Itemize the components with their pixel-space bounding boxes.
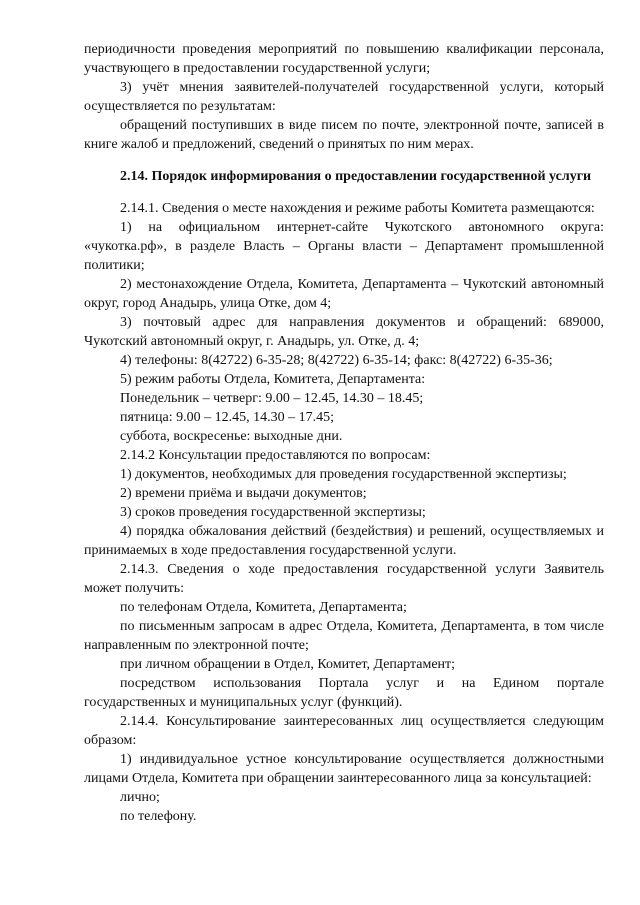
paragraph: 2) времени приёма и выдачи документов; [120, 486, 367, 501]
section-heading: 2.14. Порядок информирования о предоставлении государственной услуги [120, 169, 592, 184]
paragraph: обращений поступивших в виде писем по почте, электронной почте, записей в книге жалоб и предложений, сведений о принятых по ним мерах. [84, 118, 604, 152]
paragraph: лично; [120, 790, 160, 805]
paragraph: 1) документов, необходимых для проведения государственной экспертизы; [120, 467, 567, 482]
paragraph: по телефону. [120, 809, 197, 824]
paragraph: пятница: 9.00 – 12.45, 14.30 – 17.45; [120, 410, 335, 425]
paragraph: 2.14.1. Сведения о месте нахождения и режиме работы Комитета размещаются: [120, 201, 595, 216]
paragraph: 4) телефоны: 8(42722) 6-35-28; 8(42722) 6-35-14; факс: 8(42722) 6-35-36; [120, 353, 553, 368]
paragraph: 4) порядка обжалования действий (бездействия) и решений, осуществляемых и принимаемых в ходе предоставления государственной услуги. [84, 524, 604, 558]
paragraph: по телефонам Отдела, Комитета, Департамента; [120, 600, 407, 615]
paragraph: 2.14.4. Консультирование заинтересованных лиц осуществляется следующим образом: [84, 714, 604, 748]
paragraph: 3) сроков проведения государственной экспертизы; [120, 505, 426, 520]
paragraph: Понедельник – четверг: 9.00 – 12.45, 14.30 – 18.45; [120, 391, 424, 406]
paragraph: 1) на официальном интернет-сайте Чукотского автономного округа: «чукотка.рф», в разделе Власть – Органы власти – Департамент промышленной политики; [84, 220, 604, 273]
paragraph: 3) учёт мнения заявителей-получателей государственной услуги, который осуществляется по результатам: [84, 80, 604, 114]
paragraph: 2.14.3. Сведения о ходе предоставления государственной услуги Заявитель может получить: [84, 562, 604, 596]
paragraph: при личном обращении в Отдел, Комитет, Департамент; [120, 657, 456, 672]
paragraph: 2) местонахождение Отдела, Комитета, Департамента – Чукотский автономный округ, город Анадырь, улица Отке, дом 4; [84, 277, 604, 311]
paragraph: 5) режим работы Отдела, Комитета, Департамента: [120, 372, 426, 387]
paragraph: 1) индивидуальное устное консультирование осуществляется должностными лицами Отдела, Комитета при обращении заинтересованного лица за консультацией: [84, 752, 604, 786]
paragraph: по письменным запросам в адрес Отдела, Комитета, Департамента, в том числе направленным по электронной почте; [84, 619, 604, 653]
paragraph: суббота, воскресенье: выходные дни. [120, 429, 343, 444]
paragraph: 3) почтовый адрес для направления документов и обращений: 689000, Чукотский автономный округ, г. Анадырь, ул. Отке, д. 4; [84, 315, 604, 349]
paragraph: периодичности проведения мероприятий по повышению квалификации персонала, участвующего в предоставлении государственной услуги; [84, 42, 604, 76]
paragraph: посредством использования Портала услуг и на Едином портале государственных и муниципальных услуг (функций). [84, 676, 604, 710]
paragraph: 2.14.2 Консультации предоставляются по вопросам: [120, 448, 431, 463]
